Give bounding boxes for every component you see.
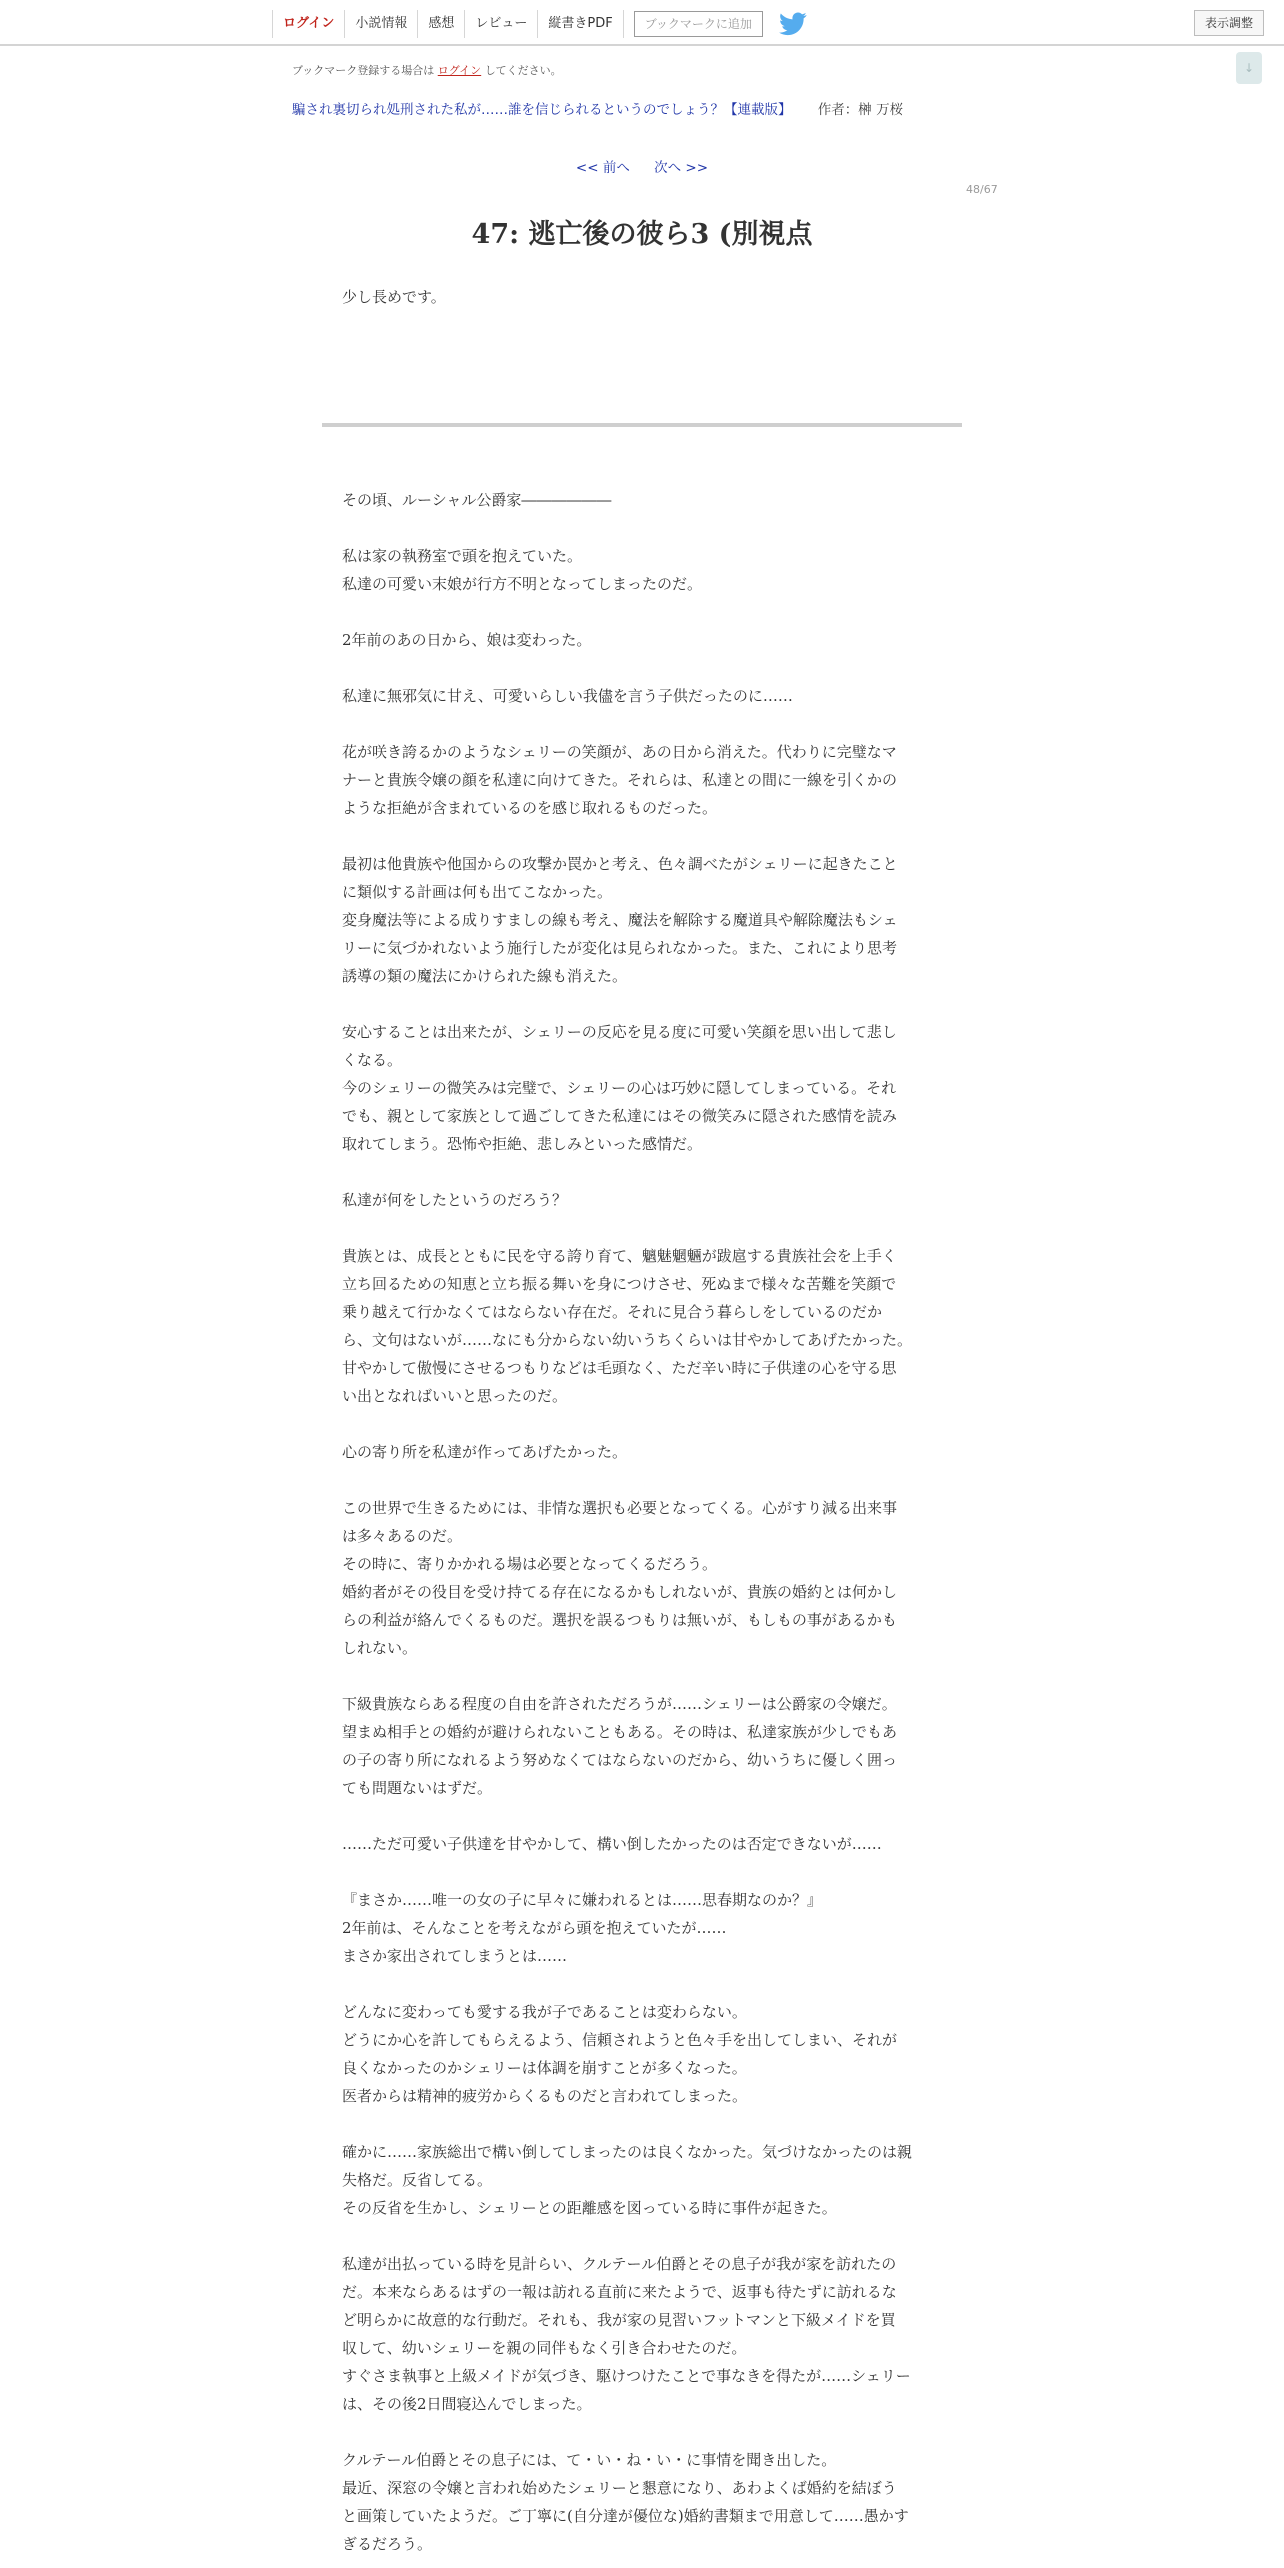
body-line: すぐさま執事と上級メイドが気づき、駆けつけたことで事なきを得たが……シェリー	[342, 2367, 911, 2385]
body-line: ど明らかに故意的な行動だ。それも、我が家の見習いフットマンと下級メイドを買	[342, 2311, 896, 2329]
body-line: 花が咲き誇るかのようなシェリーの笑顔が、あの日から消えた。代わりに完璧なマ	[342, 743, 897, 761]
body-line: 『まさか……唯一の女の子に早々に嫌われるとは……思春期なのか？』	[342, 1891, 823, 1909]
display-settings-button[interactable]: 表示調整	[1194, 10, 1264, 36]
scroll-down-button[interactable]: ↓	[1236, 52, 1262, 84]
prev-chapter-link[interactable]: << 前へ	[575, 160, 630, 176]
add-bookmark-button[interactable]: ブックマークに追加	[634, 11, 763, 37]
body-line: は、その後2日間寝込んでしまった。	[342, 2395, 592, 2413]
body-line: でも、親として家族として過ごしてきた私達にはその微笑みに隠された感情を読み	[342, 1107, 898, 1125]
body-line: に類似する計画は何も出てこなかった。	[342, 883, 613, 901]
login-note-link[interactable]: ログイン	[437, 64, 482, 77]
blank-line	[342, 1214, 942, 1242]
body-line: 望まぬ相手との婚約が避けられないこともある。その時は、私達家族が少しでもあ	[342, 1723, 898, 1741]
body-line: どうにか心を許してもらえるよう、信頼されようと色々手を出してしまい、それが	[342, 2031, 898, 2049]
blank-line	[342, 1970, 942, 1998]
bookmark-login-note	[292, 62, 562, 78]
body-line: 良くなかったのかシェリーは体調を崩すことが多くなった。	[342, 2059, 747, 2077]
body-line: 立ち回るための知恵と立ち振る舞いを身につけさせ、死ぬまで様々な苦難を笑顔で	[342, 1275, 897, 1293]
body-line: 貴族とは、成長とともに民を守る誇り育て、魑魅魍魎が跋扈する貴族社会を上手く	[342, 1247, 897, 1265]
top-navigation-bar	[0, 0, 1284, 46]
twitter-bird-icon[interactable]	[779, 12, 807, 36]
chapter-preface: 少し長めです。	[342, 288, 446, 306]
body-line: クルテール伯爵とその息子には、て・い・ね・い・に事情を聞き出した。	[342, 2451, 837, 2469]
blank-line	[342, 1410, 942, 1438]
login-note-suffix: してください。	[484, 64, 562, 77]
body-line: 収して、幼いシェリーを親の同伴もなく引き合わせたのだ。	[342, 2339, 747, 2357]
blank-line	[342, 822, 942, 850]
body-line: 医者からは精神的疲労からくるものだと言われてしまった。	[342, 2087, 748, 2105]
chapter-navigation	[0, 156, 1284, 176]
main-nav	[272, 10, 807, 38]
body-line: ぎるだろう。	[342, 2535, 433, 2553]
body-line: ……ただ可愛い子供達を甘やかして、構い倒したかったのは否定できないが……	[342, 1835, 882, 1853]
nav-impressions-link[interactable]: 感想	[417, 10, 464, 38]
body-line: この世界で生きるためには、非情な選択も必要となってくる。心がすり減る出来事	[342, 1499, 898, 1517]
blank-line	[342, 1158, 942, 1186]
blank-line	[342, 654, 942, 682]
body-line: は多々あるのだ。	[342, 1527, 463, 1545]
body-line: 最初は他貴族や他国からの攻撃か罠かと考え、色々調べたがシェリーに起きたこと	[342, 855, 898, 873]
body-line: 失格だ。反省してる。	[342, 2171, 493, 2189]
preface-divider	[322, 423, 962, 427]
body-line: 取れてしまう。恐怖や拒絶、悲しみといった感情だ。	[342, 1135, 703, 1153]
chapter-body-text	[342, 486, 942, 2558]
blank-line	[342, 1662, 942, 1690]
body-line: 今のシェリーの微笑みは完璧で、シェリーの心は巧妙に隠してしまっている。それ	[342, 1079, 897, 1097]
body-line: 乗り越えて行かなくてはならない存在だ。それに見合う暮らしをしているのだか	[342, 1303, 883, 1321]
body-line: 甘やかして傲慢にさせるつもりなどは毛頭なく、ただ辛い時に子供達の心を守る思	[342, 1359, 897, 1377]
body-line: 2年前は、そんなことを考えながら頭を抱えていたが……	[342, 1919, 727, 1937]
body-line: 安心することは出来たが、シェリーの反応を見る度に可愛い笑顔を思い出して悲し	[342, 1023, 897, 1041]
series-info	[292, 98, 903, 118]
chapter-title: 47: 逃亡後の彼ら3 (別視点	[471, 219, 813, 250]
body-line: ても問題ないはずだ。	[342, 1779, 493, 1797]
body-line: 心の寄り所を私達が作ってあげたかった。	[342, 1443, 628, 1461]
body-line: まさか家出されてしまうとは……	[342, 1947, 568, 1965]
nav-review-link[interactable]: レビュー	[464, 10, 537, 38]
blank-line	[342, 598, 942, 626]
body-line: 私は家の執務室で頭を抱えていた。	[342, 547, 583, 565]
body-line: 最近、深窓の令嬢と言われ始めたシェリーと懇意になり、あわよくば婚約を結ぼう	[342, 2479, 897, 2497]
body-line: 誘導の類の魔法にかけられた線も消えた。	[342, 967, 628, 985]
body-line: しれない。	[342, 1639, 418, 1657]
body-line: リーに気づかれないよう施行したが変化は見られなかった。また、これにより思考	[342, 939, 898, 957]
body-line: ら、文句はないが……なにも分からない幼いうちくらいは甘やかしてあげたかった。	[342, 1331, 913, 1349]
body-line: の子の寄り所になれるよう努めなくてはならないのだから、幼いうちに優しく囲っ	[342, 1751, 898, 1769]
body-line: ような拒絶が含まれているのを感じ取れるものだった。	[342, 799, 718, 817]
blank-line	[342, 2418, 942, 2446]
body-line: 私達に無邪気に甘え、可愛いらしい我儘を言う子供だったのに……	[342, 687, 793, 705]
nav-login-link[interactable]: ログイン	[272, 10, 344, 38]
series-title-link[interactable]: 騙され裏切られ処刑された私が……誰を信じられるというのでしょう？【連載版】	[292, 102, 792, 118]
author-label: 作者：	[817, 102, 859, 118]
body-line: 2年前のあの日から、娘は変わった。	[342, 631, 592, 649]
body-line: らの利益が絡んでくるものだ。選択を誤るつもりは無いが、もしもの事があるかも	[342, 1611, 897, 1629]
body-line: その反省を生かし、シェリーとの距離感を図っている時に事件が起きた。	[342, 2199, 837, 2217]
blank-line	[342, 710, 942, 738]
body-line: どんなに変わっても愛する我が子であることは変わらない。	[342, 2003, 747, 2021]
body-line: と画策していたようだ。ご丁寧に(自分達が優位な)婚約書類まで用意して……愚かす	[342, 2507, 909, 2525]
chapter-page-count: 48/67	[966, 183, 998, 196]
body-line: い出となればいいと思ったのだ。	[342, 1387, 568, 1405]
body-line: 私達の可愛い末娘が行方不明となってしまったのだ。	[342, 575, 703, 593]
body-line: 婚約者がその役目を受け持てる存在になるかもしれないが、貴族の婚約とは何かし	[342, 1583, 898, 1601]
blank-line	[342, 2110, 942, 2138]
blank-line	[342, 514, 942, 542]
body-line: 私達が何をしたというのだろう？	[342, 1191, 568, 1209]
body-line: その時に、寄りかかれる場は必要となってくるだろう。	[342, 1555, 718, 1573]
author-name: 榊 万桜	[858, 102, 904, 118]
body-line: 変身魔法等による成りすましの線も考え、魔法を解除する魔道具や解除魔法もシェ	[342, 911, 898, 929]
blank-line	[342, 1466, 942, 1494]
nav-novel-info-link[interactable]: 小説情報	[344, 10, 417, 38]
body-line: ナーと貴族令嬢の顔を私達に向けてきた。それらは、私達との間に一線を引くかの	[342, 771, 898, 789]
blank-line	[342, 990, 942, 1018]
body-line: くなる。	[342, 1051, 403, 1069]
blank-line	[342, 2222, 942, 2250]
body-line: だ。本来ならあるはずの一報は訪れる直前に来たようで、返事も待たずに訪れるな	[342, 2283, 897, 2301]
blank-line	[342, 1802, 942, 1830]
body-line: その頃、ルーシャル公爵家――――――	[342, 491, 612, 509]
body-line: 確かに……家族総出で構い倒してしまったのは良くなかった。気づけなかったのは親	[342, 2143, 913, 2161]
nav-vertical-pdf-link[interactable]: 縦書きPDF	[537, 10, 623, 38]
next-chapter-link[interactable]: 次へ >>	[654, 160, 709, 176]
body-line: 下級貴族ならある程度の自由を許されただろうが……シェリーは公爵家の令嬢だ。	[342, 1695, 897, 1713]
blank-line	[342, 1858, 942, 1886]
login-note-prefix: ブックマーク登録する場合は	[292, 64, 435, 77]
body-line: 私達が出払っている時を見計らい、クルテール伯爵とその息子が我が家を訪れたの	[342, 2255, 897, 2273]
